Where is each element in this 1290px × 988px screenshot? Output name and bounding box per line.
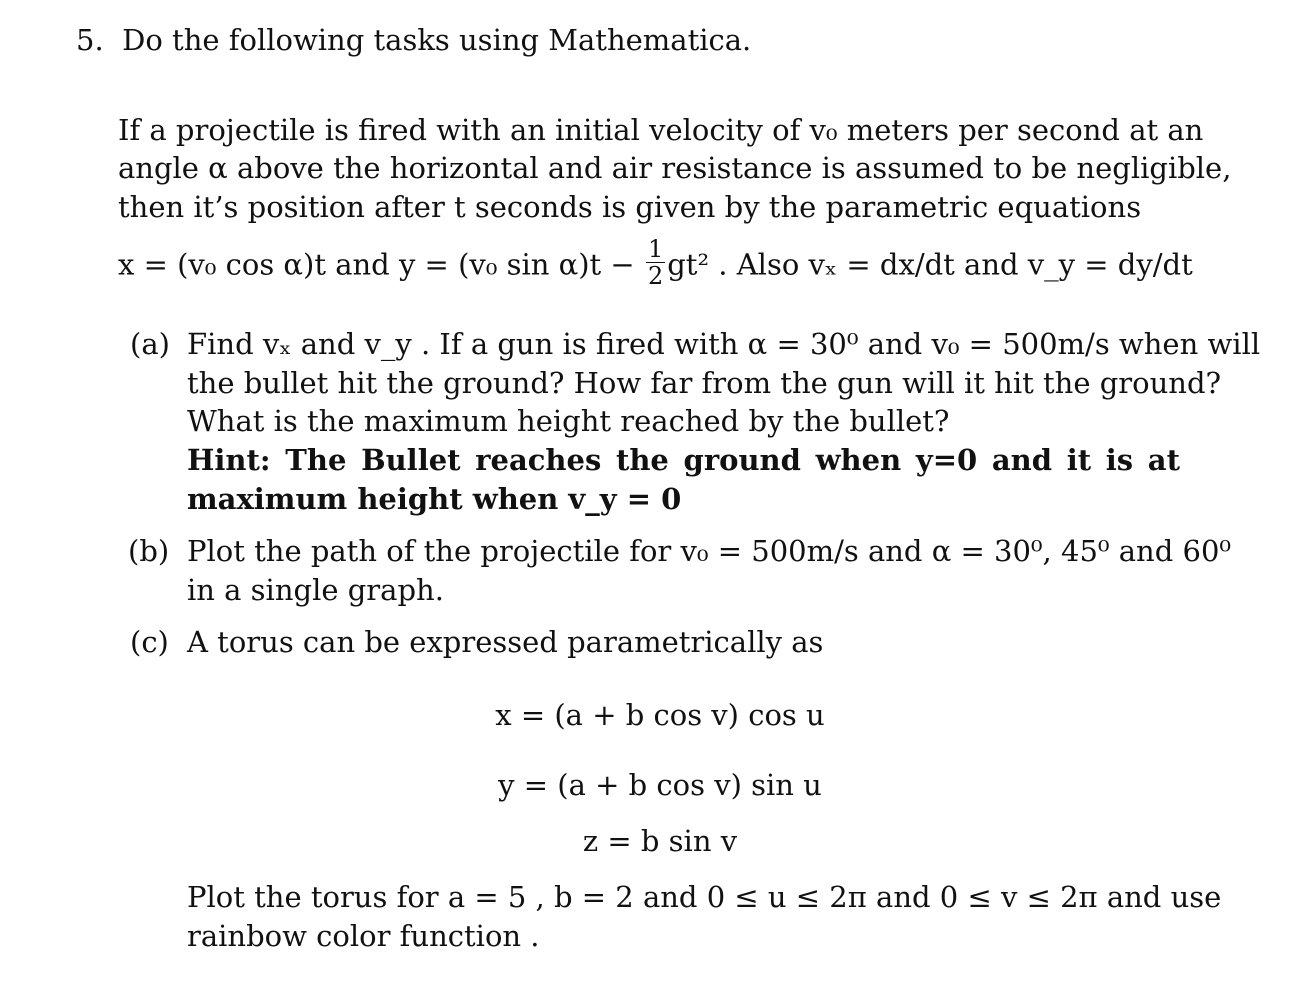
part-b-label: (b) xyxy=(128,534,170,568)
problem-number: 5. xyxy=(76,23,104,57)
part-c-tail-line-2: rainbow color function . xyxy=(187,919,540,953)
part-a-label: (a) xyxy=(130,327,170,361)
torus-equation-z: z = b sin v xyxy=(582,824,738,858)
part-a-line-2: the bullet hit the ground? How far from the gun will it hit the ground? xyxy=(187,366,1222,400)
part-a-hint-line-1: Hint: The Bullet reaches the ground when y=0 and it is at xyxy=(187,443,1180,477)
torus-equation-x: x = (a + b cos v) cos u xyxy=(495,698,825,732)
part-a-hint-line-2: maximum height when v_y = 0 xyxy=(187,482,682,516)
problem-title: Do the following tasks using Mathematica. xyxy=(122,23,752,57)
intro-equations xyxy=(118,235,1193,292)
torus-equation-y: y = (a + b cos v) sin u xyxy=(498,768,822,802)
intro-line-1: If a projectile is fired with an initial velocity of v₀ meters per second at an xyxy=(118,113,1204,147)
part-a-line-3: What is the maximum height reached by the bullet? xyxy=(187,404,950,438)
intro-equation-xy: x = (v₀ cos α)t and y = (v₀ sin α)t − xyxy=(118,247,635,282)
fraction-denominator: 2 xyxy=(647,262,664,290)
part-c-label: (c) xyxy=(130,625,169,659)
intro-line-2: angle α above the horizontal and air resistance is assumed to be negligible, xyxy=(118,151,1232,185)
problem-heading xyxy=(76,22,751,58)
one-half-fraction xyxy=(646,237,665,288)
fraction-numerator: 1 xyxy=(647,235,664,263)
part-b-line-2: in a single graph. xyxy=(187,573,444,607)
intro-equation-velocity: gt² . Also vₓ = dx/dt and v_y = dy/dt xyxy=(667,247,1193,282)
part-b-line-1: Plot the path of the projectile for v₀ = 500m/s and α = 30⁰, 45⁰ and 60⁰ xyxy=(187,534,1232,568)
part-c-tail-line-1: Plot the torus for a = 5 , b = 2 and 0 ≤ u ≤ 2π and 0 ≤ v ≤ 2π and use xyxy=(187,880,1222,914)
part-a-line-1: Find vₓ and v_y . If a gun is fired with α = 30⁰ and v₀ = 500m/s when will xyxy=(187,327,1261,361)
intro-line-3: then it’s position after t seconds is given by the parametric equations xyxy=(118,190,1142,224)
part-c-line-1: A torus can be expressed parametrically as xyxy=(187,625,824,659)
